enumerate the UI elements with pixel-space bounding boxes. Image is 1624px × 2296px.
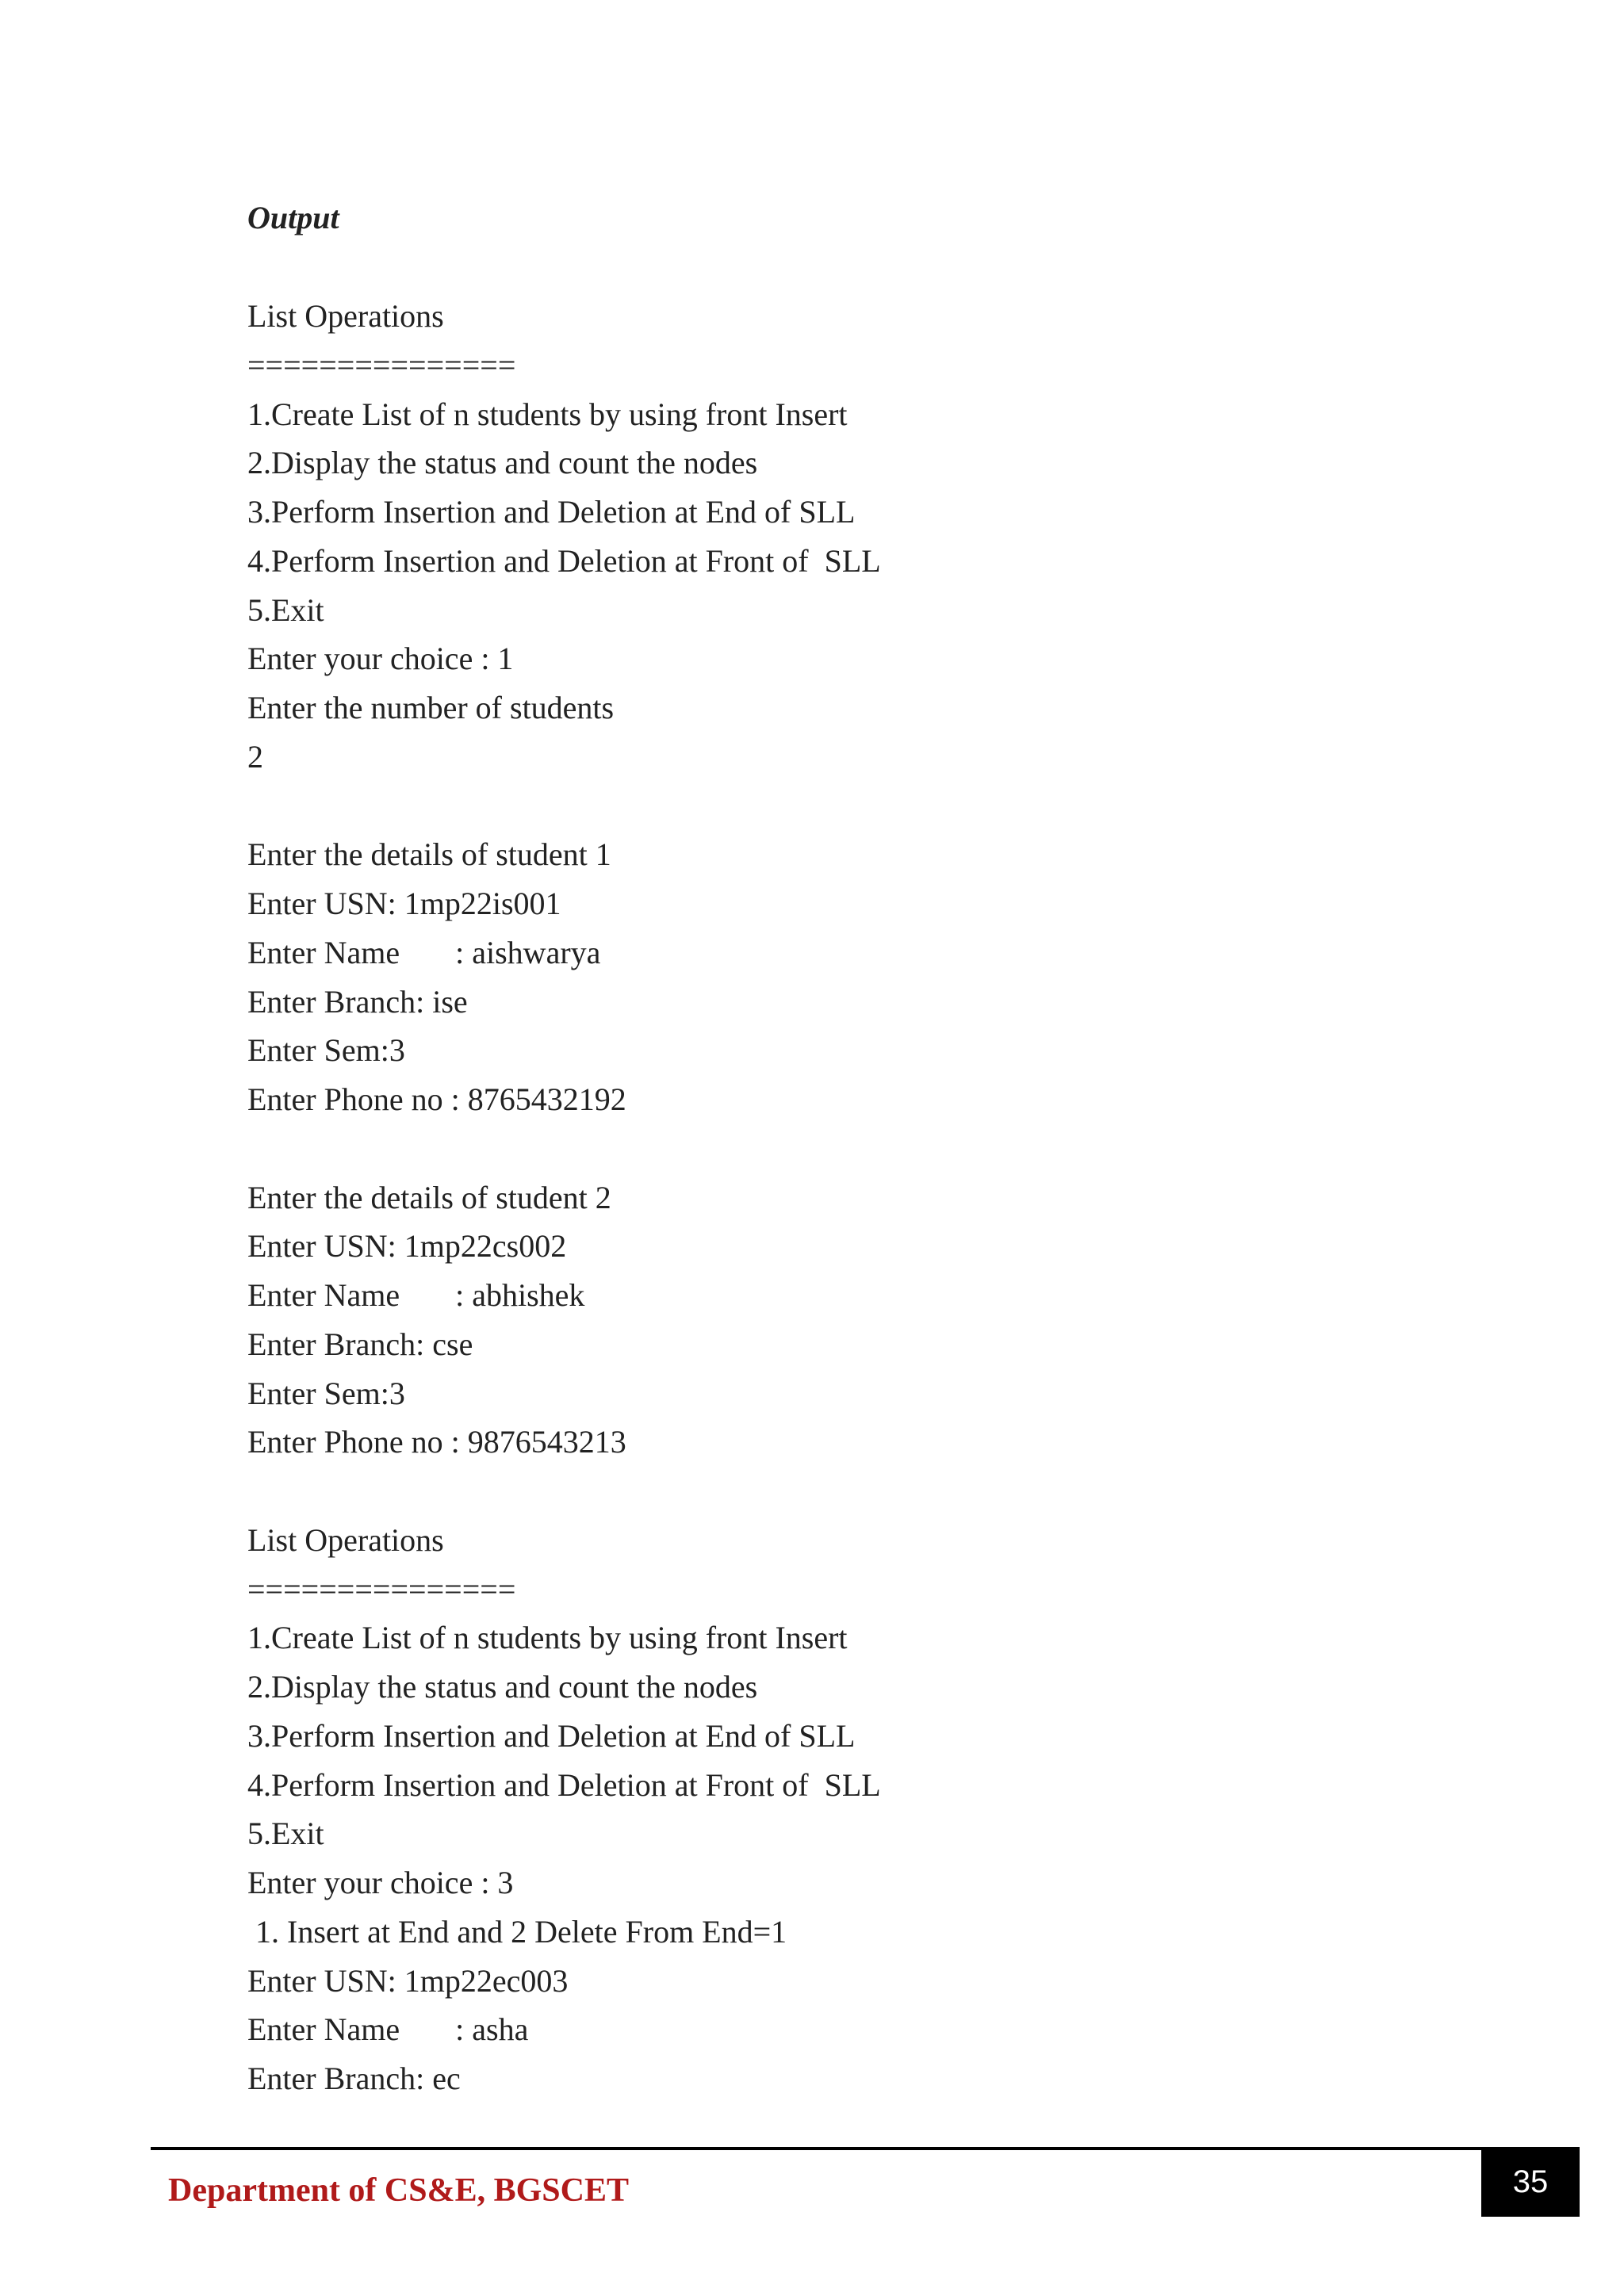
output-line: Enter USN: 1mp22cs002 — [247, 1228, 567, 1265]
output-line: Enter the details of student 2 — [247, 1179, 611, 1215]
output-line: Enter USN: 1mp22ec003 — [247, 1962, 569, 1999]
output-line: 3.Perform Insertion and Deletion at End of SLL — [247, 494, 856, 530]
output-line: =============== — [247, 346, 516, 383]
output-line: Enter the number of students — [247, 690, 615, 725]
page-number: 35 — [1481, 2147, 1580, 2217]
output-line: =============== — [247, 1571, 516, 1607]
blank-line — [247, 1467, 881, 1516]
output-line: 1. Insert at End and 2 Delete From End=1 — [247, 1913, 787, 1950]
output-line: Enter Name : aishwarya — [247, 934, 601, 970]
output-line: 4.Perform Insertion and Deletion at Front of SLL — [247, 542, 881, 579]
output-line: Enter Sem:3 — [247, 1032, 405, 1069]
output-line: Enter Phone no : 8765432192 — [247, 1081, 626, 1117]
output-line: Enter Phone no : 9876543213 — [247, 1424, 626, 1460]
output-line: Enter your choice : 3 — [247, 1865, 514, 1900]
output-line: 1.Create List of n students by using front Insert — [247, 1620, 848, 1656]
footer-department: Department of CS&E, BGSCET — [168, 2172, 630, 2209]
output-line: 3.Perform Insertion and Deletion at End of SLL — [247, 1717, 856, 1754]
output-line: 4.Perform Insertion and Deletion at Front of SLL — [247, 1766, 881, 1803]
output-text-block — [247, 292, 881, 2103]
output-line: Enter Branch: ec — [247, 2061, 461, 2096]
output-line: Enter Sem:3 — [247, 1375, 405, 1411]
output-line: 5.Exit — [247, 591, 324, 628]
output-line: 2.Display the status and count the nodes — [247, 445, 758, 481]
output-line: Enter Name : asha — [247, 2011, 529, 2048]
output-line: Enter Name : abhishek — [247, 1277, 585, 1313]
output-line: Enter your choice : 1 — [247, 641, 514, 677]
footer-divider — [151, 2147, 1483, 2150]
output-line: Enter the details of student 1 — [247, 836, 611, 873]
output-heading: Output — [247, 200, 339, 235]
output-line: Enter USN: 1mp22is001 — [247, 886, 561, 921]
output-line: List Operations — [247, 298, 444, 334]
output-line: 2.Display the status and count the nodes — [247, 1669, 758, 1705]
output-line: 5.Exit — [247, 1816, 324, 1852]
blank-line — [247, 782, 881, 831]
output-line: Enter Branch: ise — [247, 983, 468, 1020]
output-line: List Operations — [247, 1521, 444, 1558]
output-line: 1.Create List of n students by using front Insert — [247, 396, 848, 432]
blank-line — [247, 1124, 881, 1173]
output-line: Enter Branch: cse — [247, 1326, 473, 1362]
output-line: 2 — [247, 738, 263, 775]
